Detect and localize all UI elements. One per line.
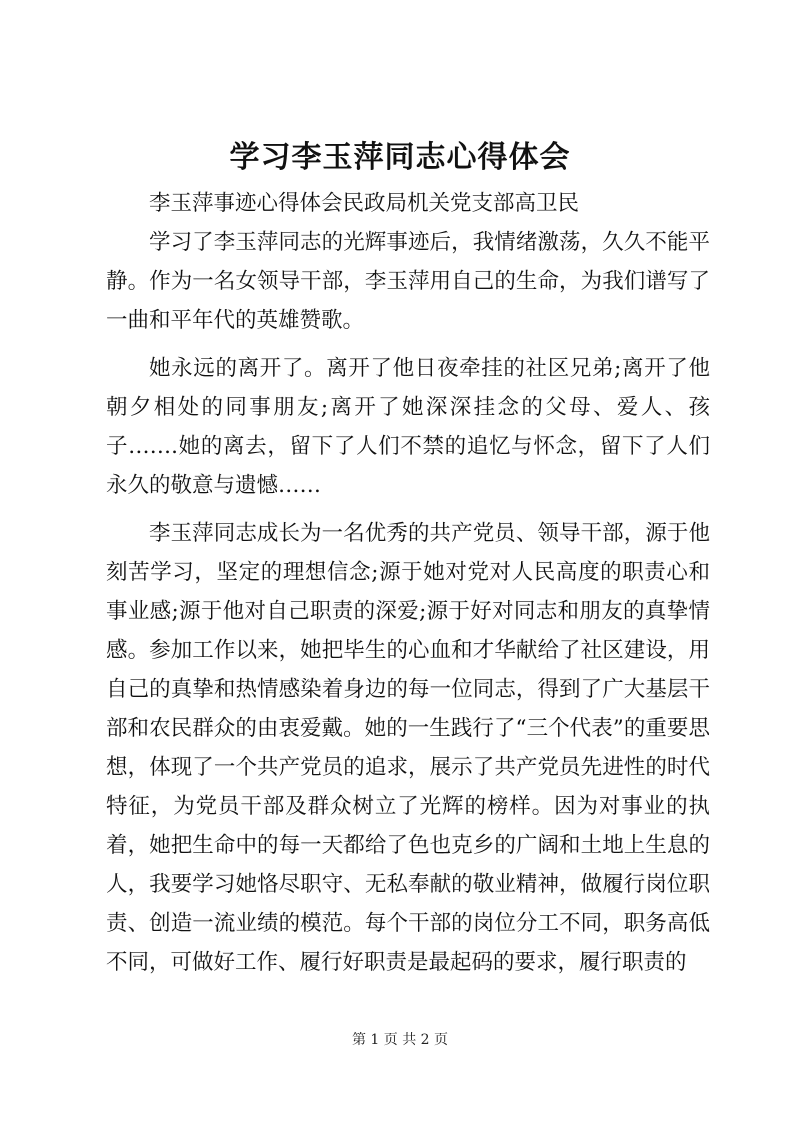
body-paragraph-1: 学习了李玉萍同志的光辉事迹后，我情绪激荡，久久不能平静。作为一名女领导干部，李玉萍用自己的生命，为我们谱写了一曲和平年代的英雄赞歌。 [106, 230, 710, 333]
page-footer: 第 1 页 共 2 页 [351, 1032, 449, 1048]
document-body [106, 184, 710, 982]
byline-paragraph: 李玉萍事迹心得体会民政局机关党支部高卫民 [149, 191, 580, 216]
body-paragraph-3: 李玉萍同志成长为一名优秀的共产党员、领导干部，源于他刻苦学习，坚定的理想信念;源于她对党对人民高度的职责心和事业感;源于他对自己职责的深爱;源于好对同志和朋友的真挚情感。参加工作以来，她把毕生的心血和才华献给了社区建设，用自己的真挚和热情感染着身边的每一位同志，得到了广大基层干部和农民群众的由衷爱戴。她的一生践行了“三个代表”的重要思想，体现了一个共产党员的追求，展示了共产党员先进性的时代特征，为党员干部及群众树立了光辉的榜样。因为对事业的执着，她把生命中的每一天都给了色也克乡的广阔和土地上生息的人，我要学习她恪尽职守、无私奉献的敬业精神，做履行岗位职责、创造一流业绩的模范。每个干部的岗位分工不同，职务高低不同，可做好工作、履行好职责是最起码的要求，履行职责的 [106, 521, 710, 975]
body-paragraph-2: 她永远的离开了。离开了他日夜牵挂的社区兄弟;离开了他朝夕相处的同事朋友;离开了她深深挂念的父母、爱人、孩子…….她的离去，留下了人们不禁的追忆与怀念，留下了人们永久的敬意与遗憾…… [106, 356, 710, 498]
document-title: 学习李玉萍同志心得体会 [229, 140, 571, 175]
